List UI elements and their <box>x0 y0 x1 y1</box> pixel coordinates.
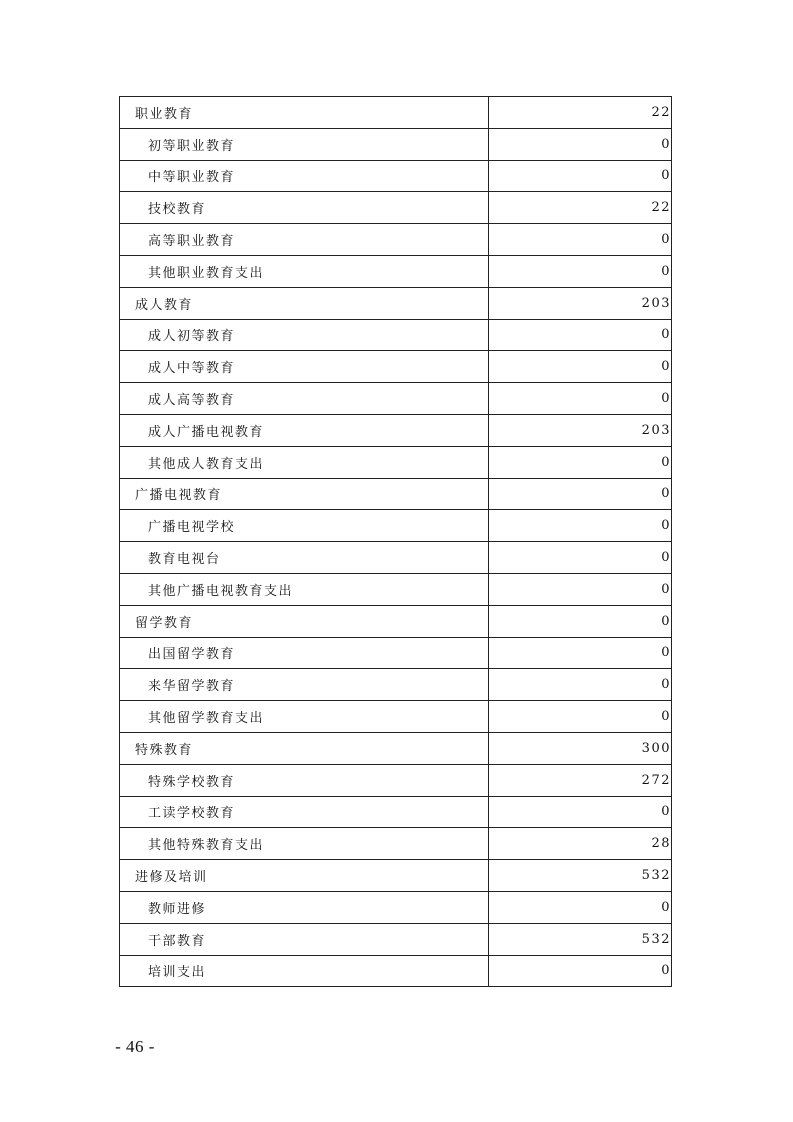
subcategory-name-cell: 其他特殊教育支出 <box>120 828 489 860</box>
amount-cell: 532 <box>489 860 672 892</box>
subcategory-name-cell: 其他留学教育支出 <box>120 701 489 733</box>
amount-cell: 203 <box>489 287 672 319</box>
page-number: - 46 - <box>115 1037 155 1056</box>
table-row <box>120 701 672 733</box>
table-row <box>120 478 672 510</box>
subcategory-name-cell: 成人高等教育 <box>120 383 489 415</box>
table-row <box>120 255 672 287</box>
table-row <box>120 732 672 764</box>
table-row <box>120 287 672 319</box>
amount-cell: 0 <box>489 160 672 192</box>
amount-cell: 0 <box>489 605 672 637</box>
amount-cell: 0 <box>489 891 672 923</box>
amount-cell: 532 <box>489 923 672 955</box>
subcategory-name-cell: 培训支出 <box>120 955 489 987</box>
subcategory-name-cell: 成人广播电视教育 <box>120 414 489 446</box>
table-row <box>120 923 672 955</box>
amount-cell: 0 <box>489 351 672 383</box>
category-name-cell: 进修及培训 <box>120 860 489 892</box>
subcategory-name-cell: 特殊学校教育 <box>120 764 489 796</box>
amount-cell: 0 <box>489 128 672 160</box>
table-row <box>120 669 672 701</box>
subcategory-name-cell: 技校教育 <box>120 192 489 224</box>
amount-cell: 0 <box>489 224 672 256</box>
subcategory-name-cell: 高等职业教育 <box>120 224 489 256</box>
amount-cell: 0 <box>489 478 672 510</box>
table-row <box>120 351 672 383</box>
subcategory-name-cell: 中等职业教育 <box>120 160 489 192</box>
subcategory-name-cell: 来华留学教育 <box>120 669 489 701</box>
amount-cell: 272 <box>489 764 672 796</box>
table-row <box>120 319 672 351</box>
table-row <box>120 637 672 669</box>
table-row <box>120 383 672 415</box>
subcategory-name-cell: 其他成人教育支出 <box>120 446 489 478</box>
category-name-cell: 成人教育 <box>120 287 489 319</box>
table-body <box>120 97 672 987</box>
amount-cell: 203 <box>489 414 672 446</box>
category-name-cell: 职业教育 <box>120 97 489 129</box>
table-row <box>120 510 672 542</box>
amount-cell: 0 <box>489 542 672 574</box>
amount-cell: 0 <box>489 955 672 987</box>
subcategory-name-cell: 教师进修 <box>120 891 489 923</box>
table-row <box>120 828 672 860</box>
table-row <box>120 955 672 987</box>
table-row <box>120 542 672 574</box>
subcategory-name-cell: 其他职业教育支出 <box>120 255 489 287</box>
table-row <box>120 605 672 637</box>
amount-cell: 0 <box>489 669 672 701</box>
category-name-cell: 留学教育 <box>120 605 489 637</box>
amount-cell: 22 <box>489 97 672 129</box>
table-row <box>120 764 672 796</box>
amount-cell: 0 <box>489 383 672 415</box>
amount-cell: 22 <box>489 192 672 224</box>
category-name-cell: 特殊教育 <box>120 732 489 764</box>
table-row <box>120 128 672 160</box>
subcategory-name-cell: 教育电视台 <box>120 542 489 574</box>
amount-cell: 0 <box>489 255 672 287</box>
amount-cell: 0 <box>489 701 672 733</box>
table-row <box>120 97 672 129</box>
amount-cell: 300 <box>489 732 672 764</box>
table-row <box>120 414 672 446</box>
subcategory-name-cell: 其他广播电视教育支出 <box>120 573 489 605</box>
subcategory-name-cell: 初等职业教育 <box>120 128 489 160</box>
table-row <box>120 573 672 605</box>
amount-cell: 0 <box>489 573 672 605</box>
table-row <box>120 192 672 224</box>
subcategory-name-cell: 成人中等教育 <box>120 351 489 383</box>
subcategory-name-cell: 出国留学教育 <box>120 637 489 669</box>
table-row <box>120 796 672 828</box>
subcategory-name-cell: 成人初等教育 <box>120 319 489 351</box>
amount-cell: 0 <box>489 637 672 669</box>
table-row <box>120 446 672 478</box>
table-row <box>120 160 672 192</box>
subcategory-name-cell: 工读学校教育 <box>120 796 489 828</box>
amount-cell: 28 <box>489 828 672 860</box>
table-row <box>120 224 672 256</box>
table-row <box>120 860 672 892</box>
subcategory-name-cell: 干部教育 <box>120 923 489 955</box>
amount-cell: 0 <box>489 319 672 351</box>
subcategory-name-cell: 广播电视学校 <box>120 510 489 542</box>
budget-table <box>119 96 672 987</box>
amount-cell: 0 <box>489 446 672 478</box>
amount-cell: 0 <box>489 796 672 828</box>
amount-cell: 0 <box>489 510 672 542</box>
category-name-cell: 广播电视教育 <box>120 478 489 510</box>
table-row <box>120 891 672 923</box>
